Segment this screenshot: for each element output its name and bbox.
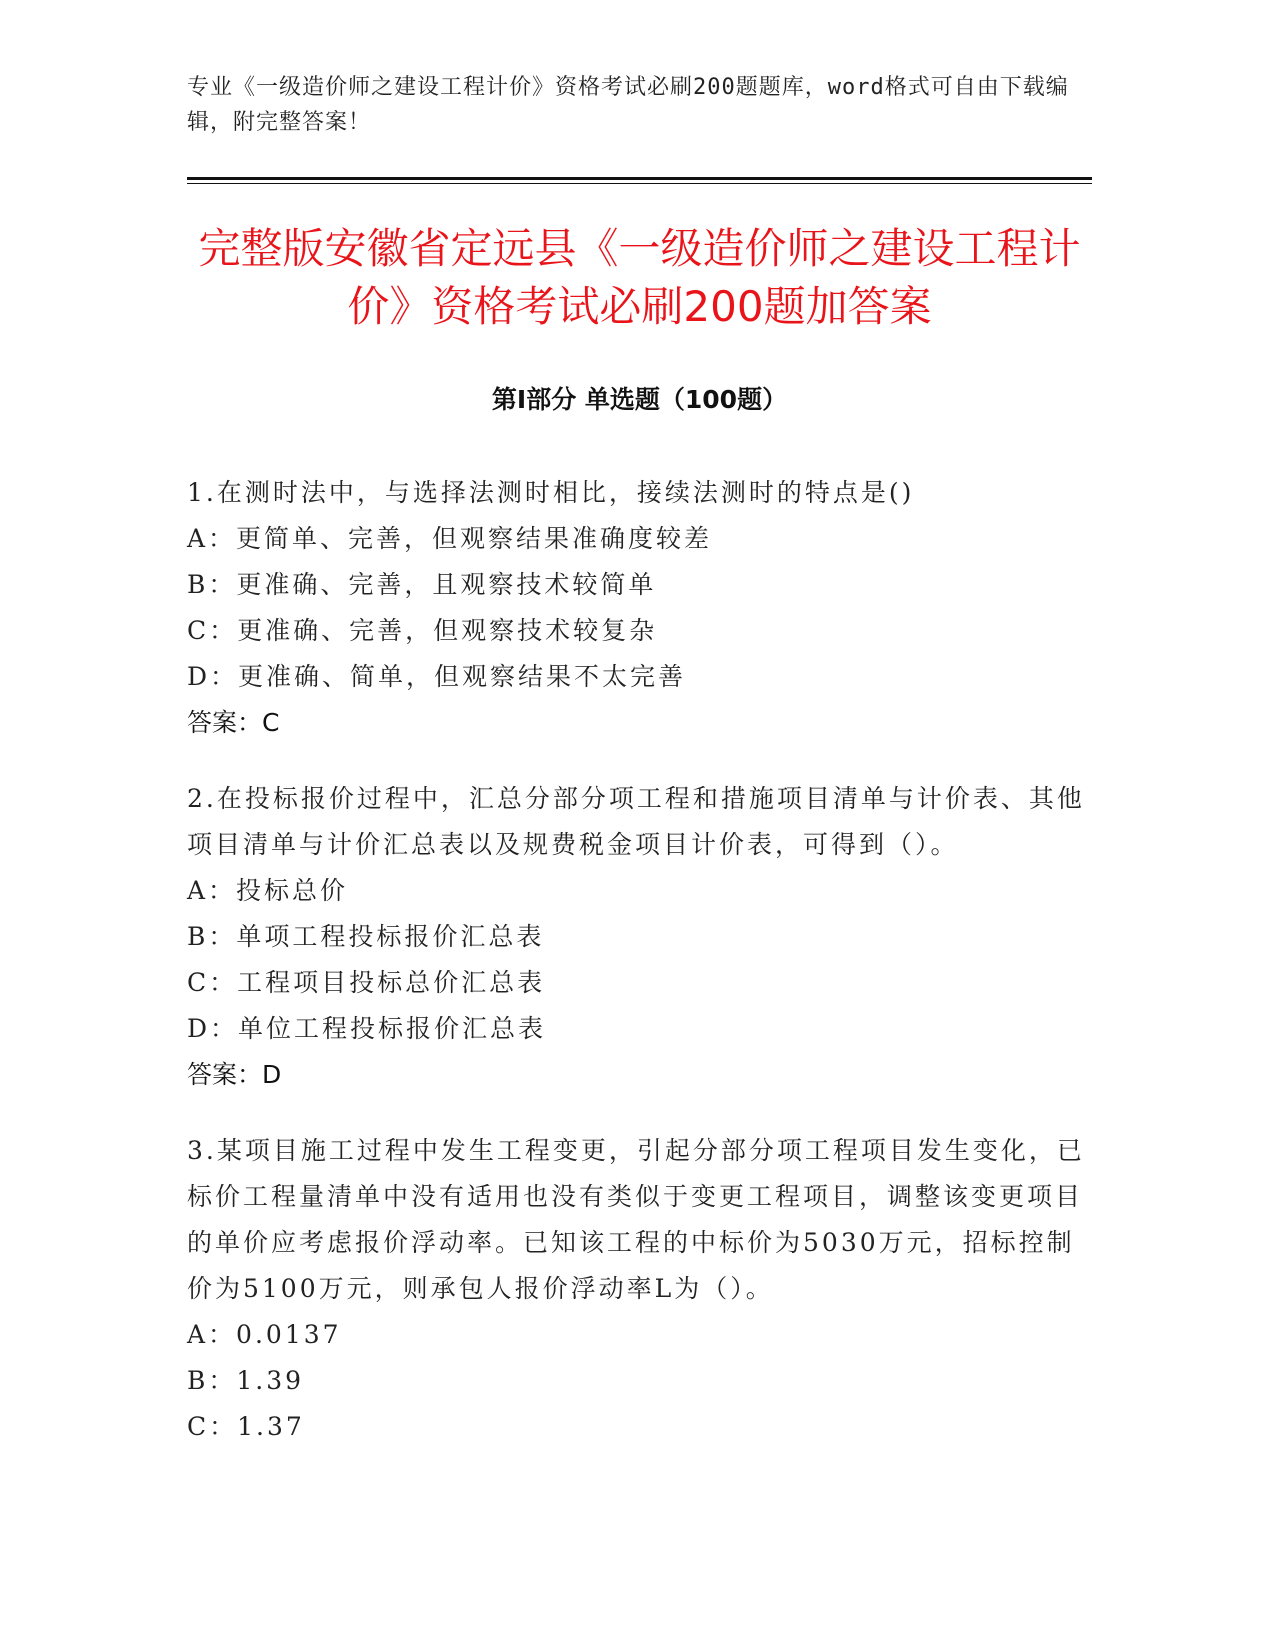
header-divider-thin bbox=[187, 183, 1092, 184]
option-d: D：单位工程投标报价汇总表 bbox=[187, 1014, 547, 1043]
document-title: 完整版安徽省定远县《一级造价师之建设工程计价》资格考试必刷200题加答案 bbox=[198, 224, 1081, 331]
option-c: C：工程项目投标总价汇总表 bbox=[187, 968, 546, 997]
option-b: B：单项工程投标报价汇总表 bbox=[187, 922, 545, 951]
option-b: B：1.39 bbox=[187, 1366, 305, 1395]
header-divider-thick bbox=[187, 177, 1092, 180]
option-a: A：0.0137 bbox=[187, 1320, 342, 1349]
header-note: 专业《一级造价师之建设工程计价》资格考试必刷200题题库，word格式可自由下载编辑，附完整答案！ bbox=[187, 75, 1069, 135]
option-c: C：1.37 bbox=[187, 1412, 305, 1441]
question-stem: 2.在投标报价过程中，汇总分部分项工程和措施项目清单与计价表、其他项目清单与计价汇总表以及规费税金项目计价表，可得到（）。 bbox=[187, 784, 1085, 859]
answer-line: 答案：C bbox=[187, 708, 280, 737]
section-title: 第Ⅰ部分 单选题（100题） bbox=[491, 385, 788, 414]
question-stem: 3.某项目施工过程中发生工程变更，引起分部分项工程项目发生变化，已标价工程量清单中没有适用也没有类似于变更工程项目，调整该变更项目的单价应考虑报价浮动率。已知该工程的中标价为5030万元，招标控制价为5100万元，则承包人报价浮动率L为（）。 bbox=[187, 1136, 1085, 1303]
option-a: A：更简单、完善，但观察结果准确度较差 bbox=[187, 524, 713, 553]
question-stem: 1.在测时法中，与选择法测时相比，接续法测时的特点是() bbox=[187, 478, 915, 507]
answer-line: 答案：D bbox=[187, 1060, 282, 1089]
question-2 bbox=[187, 776, 1092, 1098]
option-a: A：投标总价 bbox=[187, 876, 349, 905]
option-b: B：更准确、完善，且观察技术较简单 bbox=[187, 570, 657, 599]
option-d: D：更准确、简单，但观察结果不太完善 bbox=[187, 662, 687, 691]
option-c: C：更准确、完善，但观察技术较复杂 bbox=[187, 616, 658, 645]
question-1 bbox=[187, 470, 1092, 746]
question-list bbox=[187, 470, 1092, 1480]
question-3 bbox=[187, 1128, 1092, 1450]
